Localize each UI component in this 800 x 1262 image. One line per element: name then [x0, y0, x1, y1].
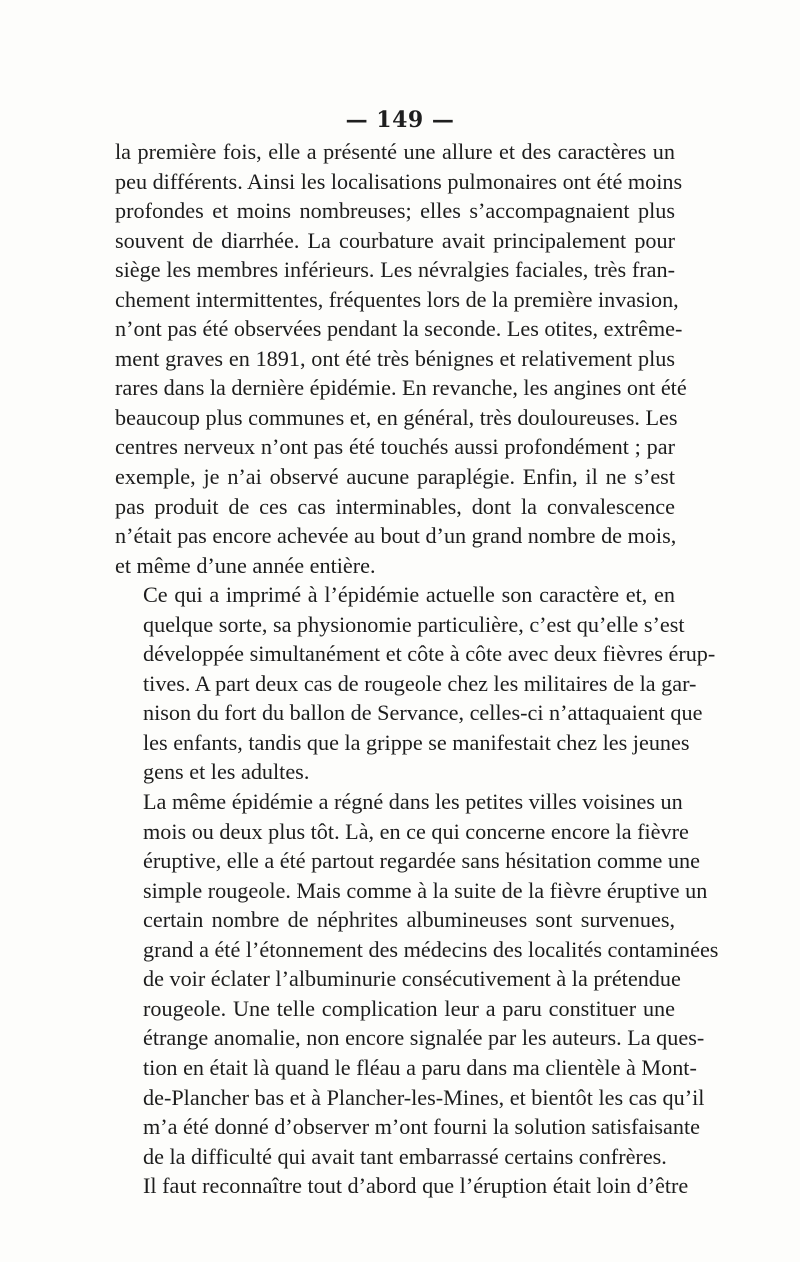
text-line: rares dans la dernière épidémie. En revanche, les angines ont été	[115, 375, 687, 401]
body-text	[115, 137, 719, 1201]
paragraph	[115, 580, 716, 787]
text-line: développée simultanément et côte à côte avec deux fièvres érup-	[143, 641, 716, 667]
text-line: exemple, je n’ai observé aucune paraplégie. Enfin, il ne s’est	[115, 464, 675, 490]
text-line: de-Plancher bas et à Plancher-les-Mines, et bientôt les cas qu’il	[143, 1084, 705, 1110]
text-line: n’était pas encore achevée au bout d’un grand nombre de mois,	[115, 523, 677, 549]
text-line: chement intermittentes, fréquentes lors de la première invasion,	[115, 286, 679, 312]
text-line: la première fois, elle a présenté une allure et des caractères un	[115, 139, 675, 164]
text-line: certain nombre de néphrites albumineuses sont survenues,	[143, 907, 675, 933]
text-line: éruptive, elle a été partout regardée sans hésitation comme une	[143, 848, 700, 874]
text-line: étrange anomalie, non encore signalée par les auteurs. La ques-	[143, 1025, 705, 1051]
text-line: et même d’une année entière.	[115, 552, 376, 578]
text-line: tion en était là quand le fléau a paru dans ma clientèle à Mont-	[143, 1054, 697, 1080]
paragraph	[115, 137, 687, 580]
text-line: beaucoup plus communes et, en général, très douloureuses. Les	[115, 404, 678, 430]
text-line: siège les membres inférieurs. Les névralgies faciales, très fran-	[115, 257, 675, 283]
text-line: mois ou deux plus tôt. Là, en ce qui concerne encore la fièvre	[143, 818, 689, 844]
paragraph	[115, 787, 719, 1171]
paragraph	[115, 1171, 689, 1201]
text-line: m’a été donné d’observer m’ont fourni la solution satisfaisante	[143, 1114, 700, 1140]
text-line: Il faut reconnaître tout d’abord que l’éruption était loin d’être	[143, 1173, 689, 1199]
text-line: pas produit de ces cas interminables, dont la convalescence	[115, 493, 675, 519]
text-line: simple rougeole. Mais comme à la suite de la fièvre éruptive un	[143, 877, 708, 903]
text-line: gens et les adultes.	[143, 759, 310, 785]
text-line: n’ont pas été observées pendant la seconde. Les otites, extrême-	[115, 316, 683, 342]
text-line: La même épidémie a régné dans les petites villes voisines un	[143, 789, 683, 815]
text-line: les enfants, tandis que la grippe se manifestait chez les jeunes	[143, 729, 690, 755]
text-line: Ce qui a imprimé à l’épidémie actuelle son caractère et, en	[143, 582, 675, 608]
page-number: — 149 —	[345, 107, 455, 133]
text-line: de la difficulté qui avait tant embarrassé certains confrères.	[143, 1143, 667, 1169]
text-line: rougeole. Une telle complication leur a paru constituer une	[143, 995, 675, 1021]
text-line: souvent de diarrhée. La courbature avait principalement pour	[115, 227, 675, 253]
text-line: peu différents. Ainsi les localisations pulmonaires ont été moins	[115, 168, 683, 194]
text-line: quelque sorte, sa physionomie particulière, c’est qu’elle s’est	[143, 611, 685, 637]
text-line: grand a été l’étonnement des médecins des localités contaminées	[143, 936, 719, 962]
text-line: ment graves en 1891, ont été très bénignes et relativement plus	[115, 345, 675, 371]
text-line: profondes et moins nombreuses; elles s’accompagnaient plus	[115, 198, 675, 224]
text-line: nison du fort du ballon de Servance, celles-ci n’attaquaient que	[143, 700, 703, 726]
text-line: tives. A part deux cas de rougeole chez les militaires de la gar-	[143, 670, 697, 696]
text-line: centres nerveux n’ont pas été touchés aussi profondément ; par	[115, 434, 675, 460]
text-line: de voir éclater l’albuminurie consécutivement à la prétendue	[143, 966, 681, 992]
